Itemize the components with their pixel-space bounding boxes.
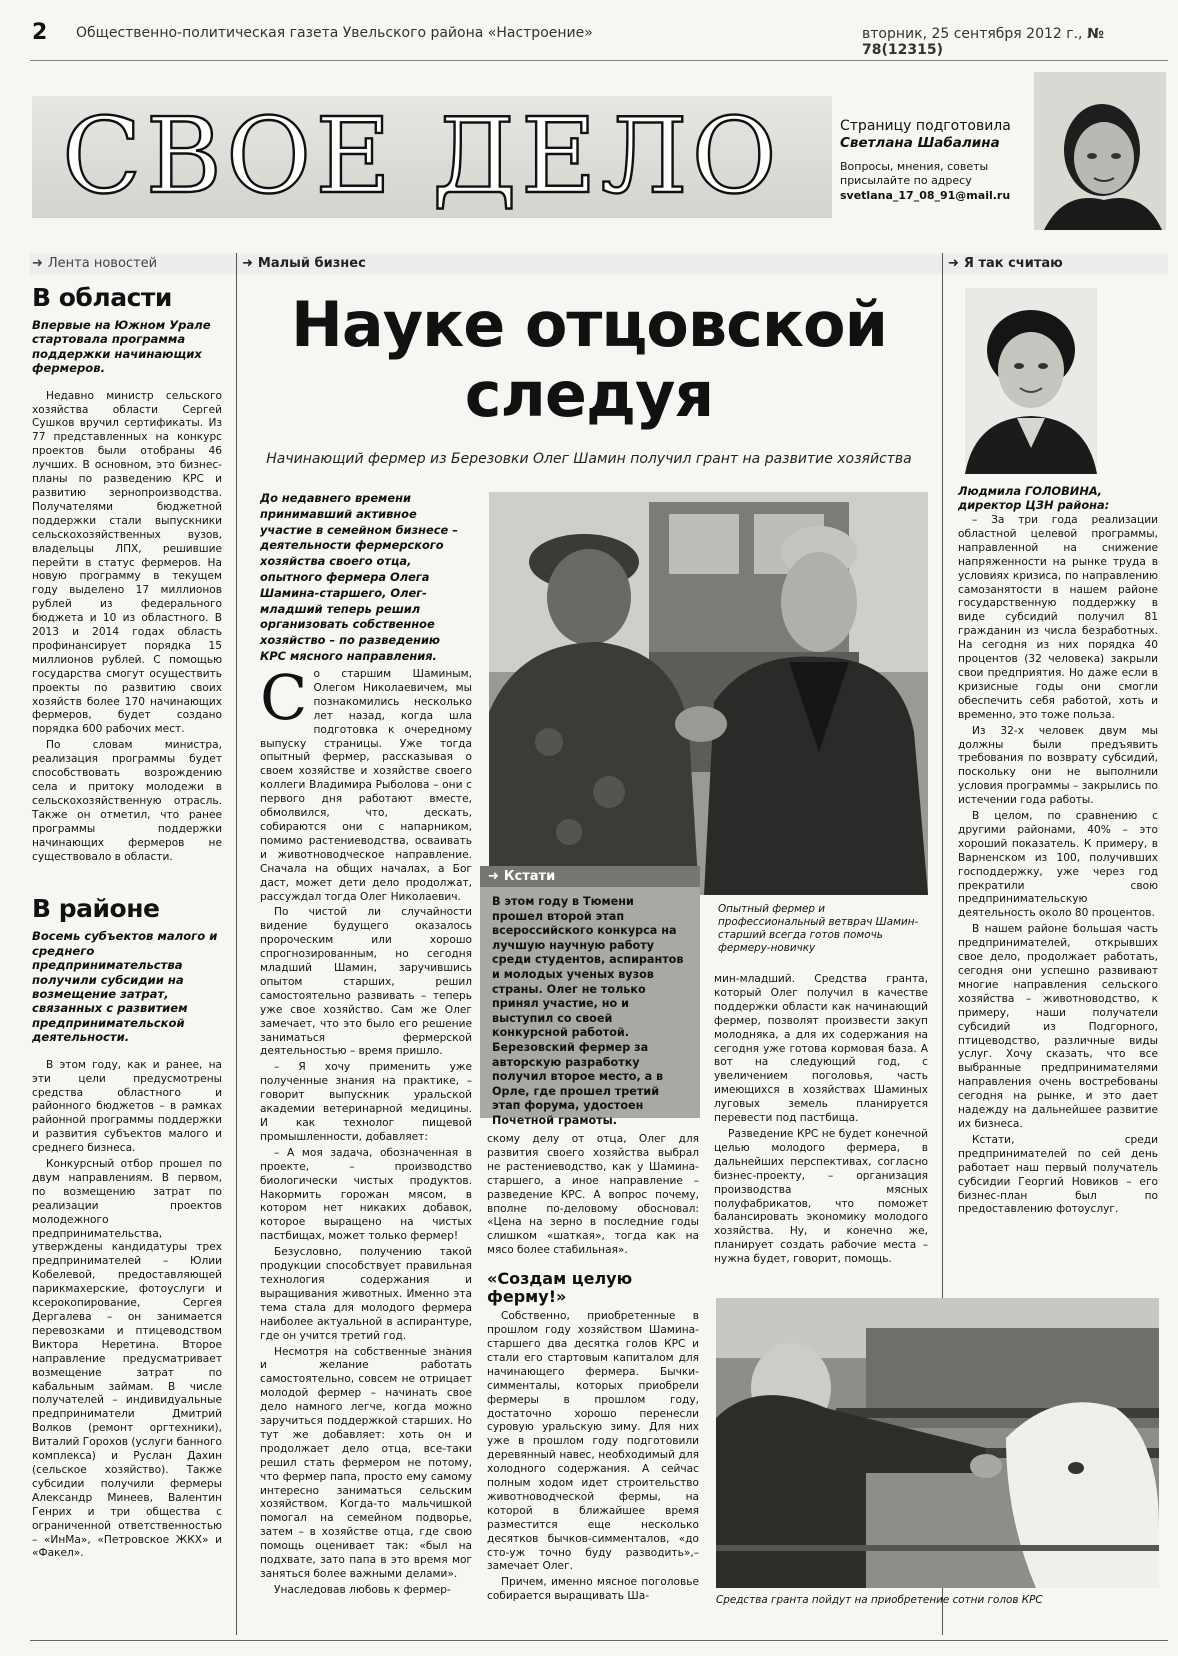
- article-col-1: [260, 661, 472, 1600]
- opinion-person-name: Людмила ГОЛОВИНА,: [958, 484, 1102, 498]
- paragraph: В нашем районе большая часть предпринимателей, открывших свое дело, продолжает работать, сегодня они успешно развивают многие направления сельского хозяйства – животноводство, к примеру, наши получатели субсидий из Подгорного, птицеводство, различные виды услуг. Хочу сказать, что все выбранные предпринимателями направления очень востребованы сегодня на рынке, и это дает надежду на дальнейшее развитие их бизнеса.: [958, 923, 1158, 1130]
- author-photo: [1034, 72, 1166, 230]
- paragraph: Кстати, среди предпринимателей по сей день работает наш первый получатель субсидии Георгий Новиков – его бизнес-план был по предоставлению фотоуслуг.: [958, 1133, 1158, 1216]
- opinion-photo: [965, 288, 1097, 474]
- rubric-small-business-label: Малый бизнес: [257, 256, 366, 271]
- author-name: Светлана Шабалина: [840, 135, 1000, 151]
- article-col-3: [714, 973, 928, 1269]
- news-column: [32, 283, 222, 1563]
- headline-line-2: следуя: [464, 358, 714, 431]
- paragraph: Унаследовав любовь к фермер-: [274, 1583, 451, 1596]
- kstati-header: [480, 866, 700, 887]
- rubric-opinion: [948, 256, 1063, 271]
- paragraph: Несмотря на собственные знания и желание работать самостоятельно, совсем не отрицает молодой фермер – начинать свое дело намного легче, когда можно заручиться поддержкой старших. Но тут же добавляет: хоть он и продолжает дело отца, все-таки решил стать фермером не потому, что фермер папа, просто ему самому интересно заниматься сельским хозяйством. Когда-то мальчишкой помогал на семейном подворье, затем – в хозяйстве отца, где свою помощь оценивает так: «был на подхвате, зато папа в это время мог заняться более важными делами».: [260, 1345, 472, 1580]
- article-col-2: [487, 1133, 699, 1606]
- newspaper-name: Общественно-политическая газета Увельского района «Настроение»: [76, 25, 593, 41]
- kstati-text: В этом году в Тюмени прошел второй этап всероссийского конкурса на лучшую научную работу среди студентов, аспирантов и молодых ученых вузов страны. Олег не только принял участие, но и выступил со своей конкурсной работой. Березовский фермер за авторскую разработку получил второе место, а в Орле, где прошел третий этап форума, удостоен Почетной грамоты.: [492, 895, 684, 1127]
- page-number: 2: [32, 20, 48, 45]
- heading-district: В районе: [32, 894, 160, 924]
- bottom-rule: [30, 1640, 1168, 1641]
- dropcap: С: [260, 661, 308, 734]
- cattle-photo-icon: [716, 1298, 1159, 1588]
- header-rule: [30, 60, 1168, 61]
- arrow-icon: ➜: [242, 256, 253, 271]
- body-district: [32, 1059, 222, 1562]
- headline-line-1: Науке отцовской: [290, 288, 888, 361]
- article-subheading: «Создам целую ферму!»: [487, 1269, 633, 1307]
- masthead-title: СВОЕ ДЕЛО: [62, 95, 781, 217]
- issue-number: № 78(12315): [862, 26, 1104, 58]
- rubric-opinion-label: Я так считаю: [963, 256, 1063, 271]
- contact-note: Вопросы, мнения, советы присылайте по адресу: [840, 160, 989, 187]
- opinion-body: [958, 514, 1158, 1217]
- paragraph: Разведение КРС не будет конечной целью молодого фермера, в дальнейших перспективах, согласно бизнес-проекту, – организация производства мясных полуфабрикатов, что поможет балансировать экономику молодого хозяйства. Ну, и конечно же, планирует создать рабочие места – нужна будет, говорит, помощь.: [714, 1127, 928, 1266]
- opinion-person-title: директор ЦЗН района:: [958, 498, 1110, 512]
- lead-district: Восемь субъектов малого и среднего предпринимательства получили субсидии на возмещение затрат, связанных с развитием предпринимательской деятельности.: [32, 929, 218, 1045]
- portrait-icon: [965, 288, 1097, 474]
- arrow-icon: ➜: [488, 869, 499, 884]
- kstati-label: Кстати: [503, 869, 556, 884]
- paragraph: о старшим Шаминым, Олегом Николаевичем, мы познакомились несколько лет назад, когда шла подготовка к очередному выпуску страницы. Уже тогда опытный фермер, рассказывая о своем хозяйстве и хозяйстве своего коллеги Владимира Рыболова – они с первого дня работают вместе, обмолвился, что, дескать, собираются они с напарником, помимо растениеводства, осваивать и животноводческое направление. Сначала на общих началах, а Бог даст, может дети дело продолжат, рассуждал тогда Олег Николаевич.: [260, 668, 472, 903]
- paragraph: скому делу от отца, Олег для развития своего хозяйства выбрал не растениеводство, как у Шамина-старшего, а иное направление – разведение КРС. А вопрос почему, вполне по-деловому обосновал: «Цена на зерно в последние годы слишком «шаткая», тогда как на мясо более стабильная».: [487, 1133, 699, 1257]
- lead-region: Впервые на Южном Урале стартовала программа поддержки начинающих фермеров.: [32, 318, 211, 376]
- paragraph: В целом, по сравнению с другими районами, 40% – это хороший показатель. К примеру, в Варненском из 100, получивших господдержку, уже через год прекратили свою предпринимательскую деятельность около 80 процентов.: [958, 810, 1158, 920]
- paragraph: По словам министра, реализация программы будет способствовать возрождению села и притоку молодежи в сельскохозяйственную отрасль. Также он отметил, что ранее программы поддержки начинающих фермеров не существовало в области.: [32, 739, 222, 863]
- portrait-icon: [1034, 72, 1166, 230]
- contact-email: svetlana_17_08_91@mail.ru: [840, 189, 1011, 202]
- paragraph: Собственно, приобретенные в прошлом году хозяйством Шамина-старшего два десятка голов КРС и стали его стартовым капиталом для начинающего фермера. Бычки-симменталы, которых приобрели фермеры в прошлом году, достаточно хорошо перенесли суровую уральскую зиму. Для них уже в прошлом году подготовили деревянный навес, необходимый для холодного содержания. А сейчас полным ходом идет строительство животноводческой фермы, на которой в ближайшее время разместится еще несколько десятков бычков-симменталов, «до сто-уж точно буду разводить»,– замечает Олег.: [487, 1310, 699, 1573]
- paragraph: В этом году, как и ранее, на эти цели предусмотрены средства областного и районного бюджетов – в рамках районной программы поддержки и развития субъектов малого и среднего бизнеса.: [32, 1058, 222, 1155]
- farmers-photo-icon: [489, 492, 928, 895]
- date-text: вторник, 25 сентября 2012 г.,: [862, 26, 1083, 42]
- article-photo-2: [716, 1298, 1159, 1588]
- arrow-icon: ➜: [948, 256, 959, 271]
- article-headline: [244, 290, 934, 430]
- masthead-info: [840, 118, 1020, 202]
- rubric-small-business: [242, 256, 366, 271]
- article-subhead: Начинающий фермер из Березовки Олег Шамин получил грант на развитие хозяйства: [266, 451, 912, 467]
- kstati-box: [480, 866, 700, 1127]
- paragraph: Из 32-х человек двум мы должны были предъявить требования по возврату субсидий, поскольку они не выполнили условия программы – закрылись по истечении года работы.: [958, 724, 1158, 807]
- paragraph: По чистой ли случайности видение будущего оказалось пророческим или хорошо спрогнозированным, но сегодня младший Шамин, заручившись опытом старших, решил самостоятельно развивать – теперь уже свое хозяйство. Сам же Олег замечает, что это было его решение заниматься фермерской деятельностью – время пришло.: [260, 906, 472, 1058]
- rubric-news: [32, 256, 157, 271]
- paragraph: Безусловно, получению такой продукции способствует правильная технология содержания и выращивания животных. Именно эта тема стала для молодого фермера наиболее актуальной в аспирантуре, где он учится третий год.: [260, 1246, 472, 1342]
- paragraph: – Я хочу применить уже полученные знания на практике, – говорит выпускник уральской академии ветеринарной медицины. И как технолог пищевой промышленности, добавляет:: [260, 1061, 472, 1143]
- paragraph: Конкурсный отбор прошел по двум направлениям. В первом, по возмещению затрат по реализации проектов молодежного предпринимательства, утверждены кандидатуры трех предпринимателей – Юлии Кобелевой, предоставляющей парикмахерские, фотоуслуги и ксерокопирование, Сергея Дергалева – он занимается перевозками и птицеводством Виктора Неретина. Второе направление предусматривает возмещение затрат по кабальным займам. В числе получателей – индивидуальные предприниматели Дмитрий Волков (ремонт оргтехники), Виталий Горохов (услуги банного комплекса) и Руслан Дахин (сельское хозяйство). Также субсидии получили фермеры Александр Минеев, Валентин Генрих и три общества с ограниченной ответственностью – «ИнМа», «Петровское ЖКХ» и «Факел».: [32, 1158, 222, 1560]
- paragraph: – А моя задача, обозначенная в проекте, – производство биологически чистых продуктов. Накормить горожан мясом, в котором нет никаких добавок, которое выращено на чистых пастбищах, может только фермер!: [260, 1146, 472, 1243]
- heading-region: В области: [32, 283, 172, 312]
- paragraph: – За три года реализации областной целевой программы, направленной на снижение напряженности на рынке труда в условиях кризиса, по направлению самозанятости в нашем районе государственную поддержку в виде субсидий получил 81 гражданин из числа безработных. На сегодня из них порядка 40 процентов (32 человека) закрыли свои предприятия. Но даже если в кризисные годы они смогли обеспечить себя работой, хоть и временно, это тоже польза.: [958, 514, 1158, 721]
- prepared-by-label: Страницу подготовила: [840, 118, 1011, 134]
- opinion-column: [958, 484, 1158, 1219]
- article-photo-1: [489, 492, 928, 895]
- arrow-icon: ➜: [32, 256, 43, 271]
- paragraph: Недавно министр сельского хозяйства области Сергей Сушков вручил сертификаты. Из 77 представленных на конкурс проектов были отобраны 46 лучших. В основном, это бизнес-планы по разведению КРС и развитию зернопроизводства. Получателями бюджетной поддержки стали выпускники сельскохозяйственных вузов, владельцы ЛПХ, решившие перейти в статус фермеров. На новую программу в текущем году выделено 17 миллионов рублей из федерального бюджета и 10 из областного. В 2013 и 2014 годах область профинансирует порядка 15 миллионов рублей. С помощью государства смогут осуществить проекты по развитию своих хозяйств более 170 начинающих фермеров, будет создано порядка 600 рабочих мест.: [32, 389, 222, 736]
- photo-1-caption: Опытный фермер и профессиональный ветврач Шамин-старший всегда готов помочь фермеру-новичку: [718, 903, 919, 954]
- body-region: [32, 390, 222, 865]
- issue-date: [862, 26, 1178, 58]
- paragraph: Причем, именно мясное поголовье собирается выращивать Ша-: [487, 1576, 699, 1603]
- paragraph: мин-младший. Средства гранта, который Олег получил в качестве поддержки области как начинающий фермер, позволят произвести закуп молодняка, а для их содержания на сегодня уже готова кормовая база. А вот на следующий год, с увеличением поголовья, часть имеющихся в хозяйствах Шаминых луговых земель планируется перевести под пастбища.: [714, 973, 928, 1125]
- rubric-news-label: Лента новостей: [47, 256, 158, 271]
- article-lead: До недавнего времени принимавший активное участие в семейном бизнесе – деятельности фермерского хозяйства своего отца, опытного фермера Олега Шамина-старшего, Олег-младший теперь решил организовать собственное хозяйство – по разведению КРС мясного направления.: [260, 491, 458, 663]
- column-divider-left: [236, 253, 237, 1635]
- photo-2-caption: Средства гранта пойдут на приобретение сотни голов КРС: [716, 1594, 1043, 1606]
